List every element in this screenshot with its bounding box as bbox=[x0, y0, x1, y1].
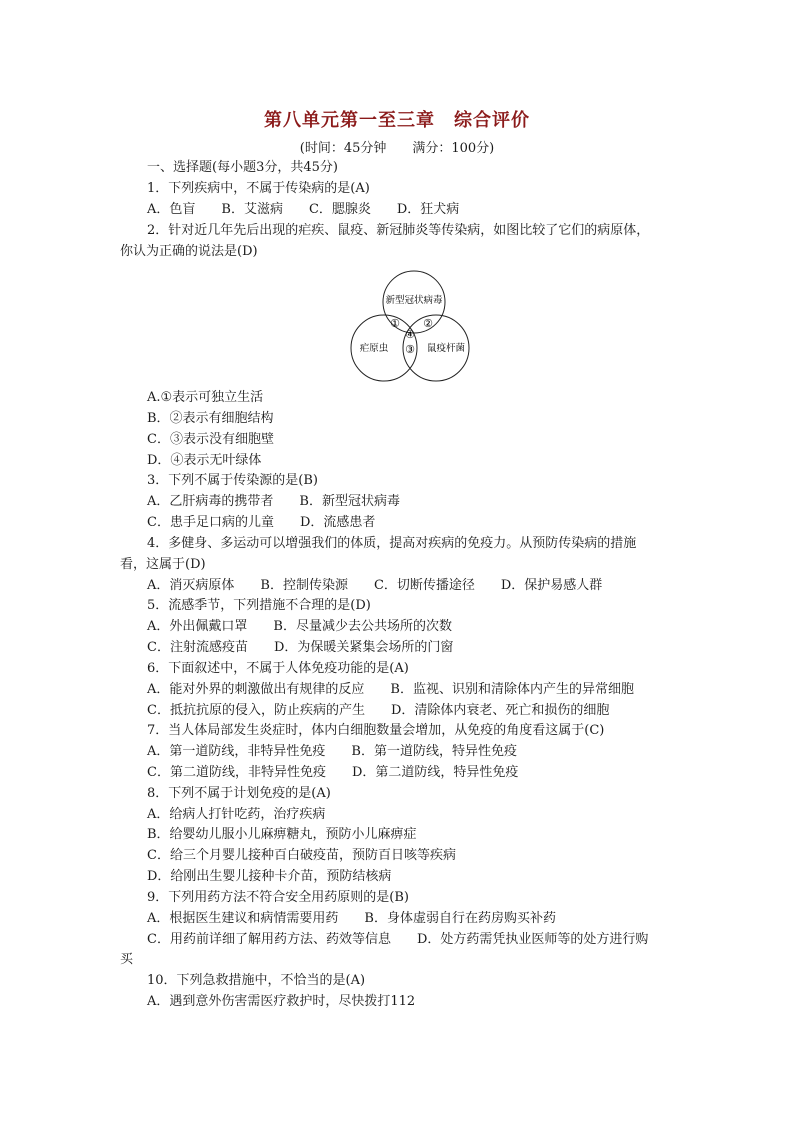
q5-options-1: A．外出佩戴口罩 B．尽量减少去公共场所的次数 bbox=[147, 619, 452, 634]
q4-options: A．消灭病原体 B．控制传染源 C．切断传播途径 D．保护易感人群 bbox=[147, 578, 603, 593]
q6-options-2: C．抵抗抗原的侵入，防止疾病的产生 D．清除体内衰老、死亡和损伤的细胞 bbox=[147, 703, 610, 718]
q7-options-2: C．第二道防线，非特异性免疫 D．第二道防线，特异性免疫 bbox=[147, 765, 519, 780]
q3-options-1: A．乙肝病毒的携带者 B．新型冠状病毒 bbox=[147, 494, 400, 509]
q8-option-a: A．给病人打针吃药，治疗疾病 bbox=[147, 807, 326, 822]
q2-stem-continued: 你认为正确的说法是(D) bbox=[120, 244, 258, 259]
q8-option-b: B．给婴幼儿服小儿麻痹糖丸，预防小儿麻痹症 bbox=[147, 827, 417, 842]
q4-stem-continued: 看，这属于(D) bbox=[120, 557, 206, 572]
q3-options-2: C．患手足口病的儿童 D．流感患者 bbox=[147, 515, 376, 530]
q5-stem: 5．流感季节，下列措施不合理的是(D) bbox=[147, 598, 371, 613]
q2-option-c: C．③表示没有细胞壁 bbox=[147, 432, 274, 447]
q3-stem: 3．下列不属于传染源的是(B) bbox=[147, 473, 318, 488]
q2-option-a: A.①表示可独立生活 bbox=[147, 390, 264, 405]
q7-options-1: A．第一道防线，非特异性免疫 B．第一道防线，特异性免疫 bbox=[147, 744, 517, 759]
q6-options-1: A．能对外界的刺激做出有规律的反应 B．监视、识别和清除体内产生的异常细胞 bbox=[147, 682, 634, 697]
venn-diagram bbox=[346, 268, 476, 388]
label-virus: 新型冠状病毒 bbox=[385, 295, 443, 306]
q2-option-b: B．②表示有细胞结构 bbox=[147, 411, 274, 426]
q1-stem: 1．下列疾病中，不属于传染病的是(A) bbox=[147, 181, 370, 196]
q10-stem: 10．下列急救措施中，不恰当的是(A) bbox=[147, 973, 366, 988]
q8-stem: 8．下列不属于计划免疫的是(A) bbox=[147, 786, 331, 801]
region-2: ② bbox=[423, 317, 433, 330]
q8-option-d: D．给刚出生婴儿接种卡介苗，预防结核病 bbox=[147, 869, 392, 884]
section-heading: 一、选择题(每小题3分，共45分) bbox=[147, 160, 338, 175]
q8-option-c: C．给三个月婴儿接种百白破疫苗，预防百日咳等疾病 bbox=[147, 848, 456, 863]
q9-options-1: A．根据医生建议和病情需要用药 B．身体虚弱自行在药房购买补药 bbox=[147, 911, 556, 926]
q10-option-a: A．遇到意外伤害需医疗救护时，尽快拨打112 bbox=[147, 994, 416, 1009]
label-plasmodium: 疟原虫 bbox=[359, 343, 389, 354]
q1-options: A．色盲 B．艾滋病 C．腮腺炎 D．狂犬病 bbox=[147, 202, 460, 217]
document-title: 第八单元第一至三章 综合评价 bbox=[264, 110, 530, 131]
q7-stem: 7．当人体局部发生炎症时，体内白细胞数量会增加，从免疫的角度看这属于(C) bbox=[147, 723, 605, 738]
q6-stem: 6．下面叙述中，不属于人体免疫功能的是(A) bbox=[147, 661, 409, 676]
q9-options-2: C．用药前详细了解用药方法、药效等信息 D．处方药需凭执业医师等的处方进行购 bbox=[147, 932, 649, 947]
q4-stem: 4．多健身、多运动可以增强我们的体质，提高对疾病的免疫力。从预防传染病的措施 bbox=[147, 536, 637, 551]
region-3: ③ bbox=[405, 343, 415, 356]
exam-info: (时间：45分钟 满分：100分) bbox=[299, 141, 495, 156]
q9-options-continued: 买 bbox=[120, 952, 134, 967]
q9-stem: 9．下列用药方法不符合安全用药原则的是(B) bbox=[147, 890, 409, 905]
q2-stem: 2．针对近几年先后出现的疟疾、鼠疫、新冠肺炎等传染病，如图比较了它们的病原体， bbox=[147, 223, 650, 238]
label-bacteria: 鼠疫杆菌 bbox=[426, 343, 466, 354]
region-1: ① bbox=[390, 317, 400, 330]
region-4: ④ bbox=[405, 328, 415, 341]
q2-option-d: D．④表示无叶绿体 bbox=[147, 453, 262, 468]
q5-options-2: C．注射流感疫苗 D．为保暖关紧集会场所的门窗 bbox=[147, 640, 454, 655]
